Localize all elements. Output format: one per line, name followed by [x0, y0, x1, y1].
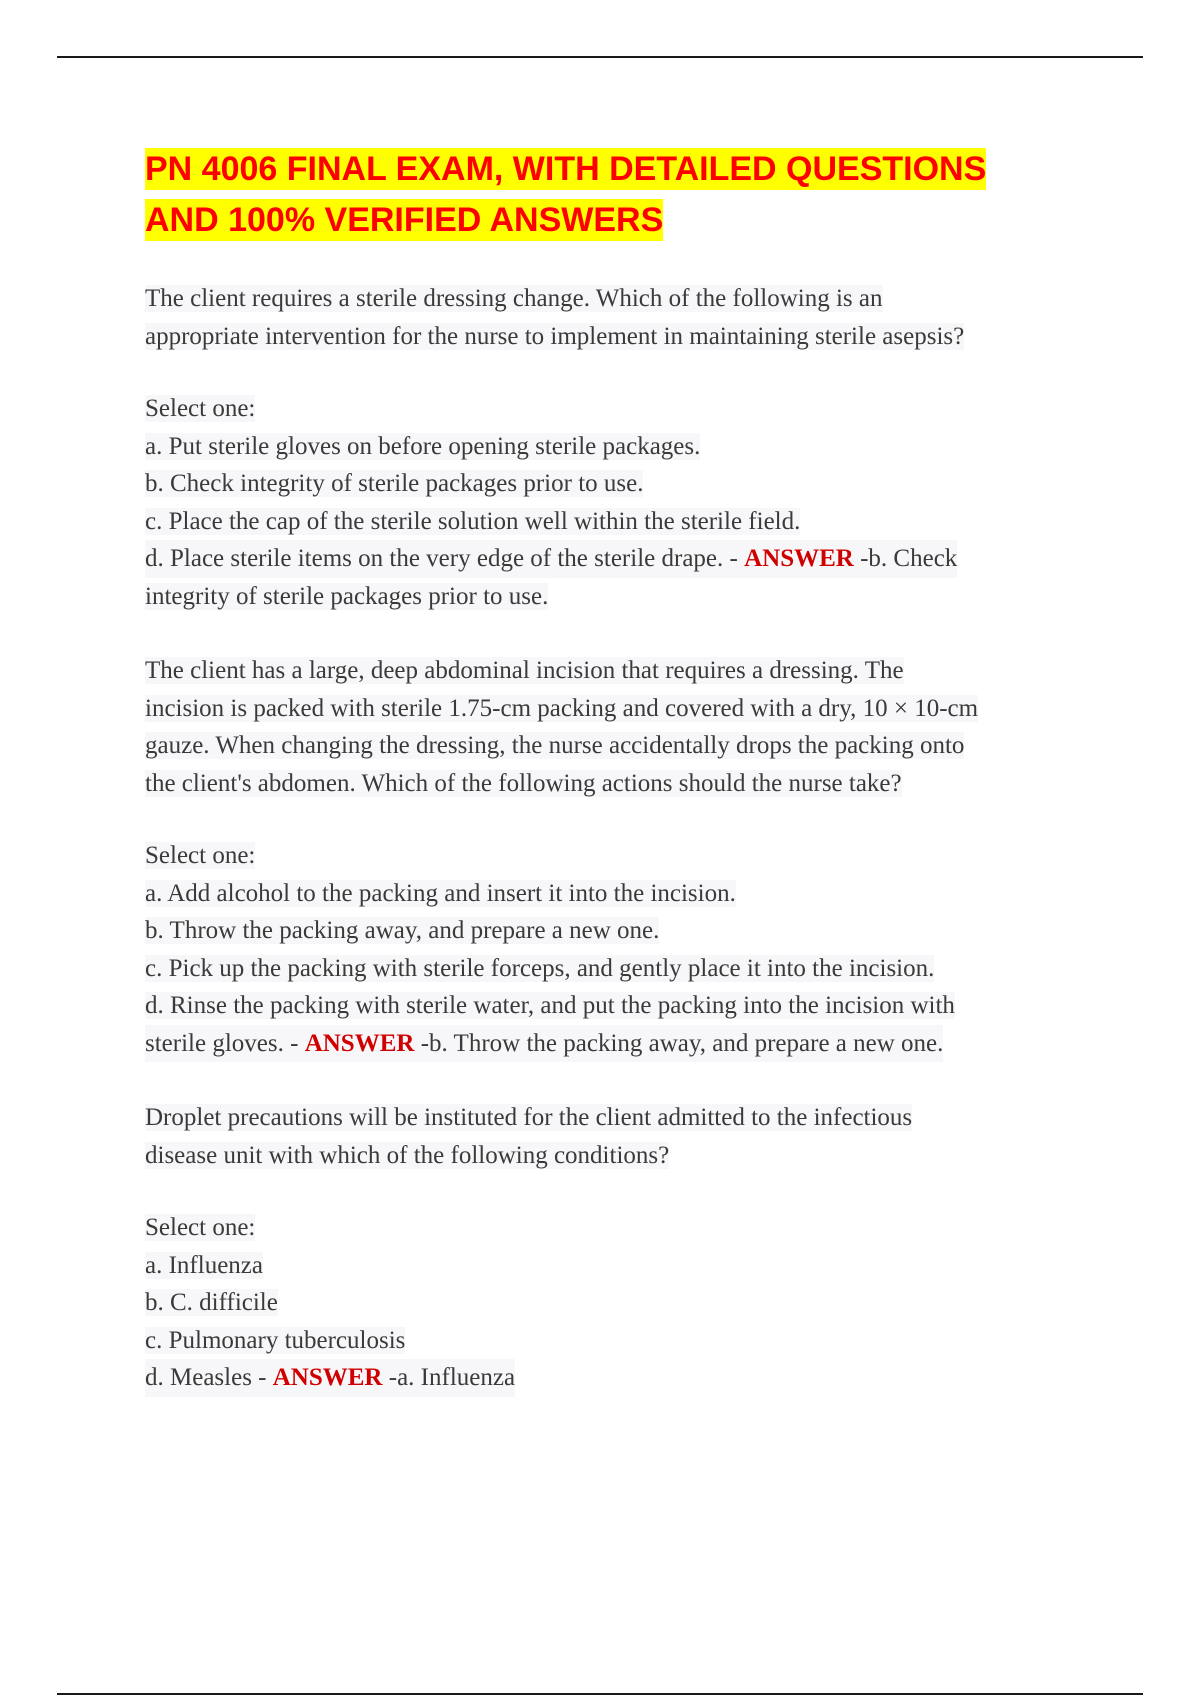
question-1 [145, 280, 1095, 615]
select-one-label: Select one: [145, 395, 256, 422]
answer-label: ANSWER [304, 1029, 415, 1057]
document-title [145, 144, 1095, 246]
option-b: b. Throw the packing away, and prepare a new one. [145, 917, 660, 944]
title-line-1: PN 4006 FINAL EXAM, WITH DETAILED QUESTIONS [145, 150, 987, 188]
option-c: c. Pulmonary tuberculosis [145, 1326, 406, 1354]
footer-rule [57, 1693, 1143, 1695]
option-d-continuation: sterile gloves. - [145, 1029, 305, 1057]
question-stem-line: the client's abdomen. Which of the following actions should the nurse take? [145, 769, 902, 797]
answer-continuation: integrity of sterile packages prior to use. [145, 582, 549, 610]
question-stem-line: The client requires a sterile dressing change. Which of the following is an [145, 285, 883, 312]
option-c: c. Pick up the packing with sterile forceps, and gently place it into the incision. [145, 954, 935, 982]
question-stem-line: disease unit with which of the following conditions? [145, 1141, 670, 1169]
title-line-2: AND 100% VERIFIED ANSWERS [145, 201, 664, 239]
answer-text: -a. Influenza [382, 1364, 516, 1391]
option-a: a. Add alcohol to the packing and insert it into the incision. [145, 879, 736, 907]
question-3 [145, 1099, 1095, 1397]
question-stem-line: Droplet precautions will be instituted for the client admitted to the infectious [145, 1104, 913, 1131]
answer-label: ANSWER [272, 1364, 383, 1391]
option-d: d. Place sterile items on the very edge of the sterile drape. - [145, 545, 745, 572]
option-b: b. Check integrity of sterile packages prior to use. [145, 470, 644, 497]
question-stem-line: The client has a large, deep abdominal incision that requires a dressing. The [145, 657, 904, 684]
select-one-label: Select one: [145, 842, 256, 869]
option-c: c. Place the cap of the sterile solution well within the sterile field. [145, 507, 801, 535]
question-stem-line: incision is packed with sterile 1.75-cm packing and covered with a dry, 10 × 10-cm [145, 694, 979, 722]
option-a: a. Put sterile gloves on before opening sterile packages. [145, 432, 701, 460]
option-a: a. Influenza [145, 1251, 263, 1279]
header-rule [57, 56, 1143, 58]
question-stem-line: appropriate intervention for the nurse to implement in maintaining sterile asepsis? [145, 322, 965, 350]
question-2 [145, 652, 1095, 1062]
option-d: d. Measles - [145, 1364, 273, 1391]
document-body [145, 144, 1095, 1397]
select-one-label: Select one: [145, 1214, 256, 1241]
option-d: d. Rinse the packing with sterile water, and put the packing into the incision with [145, 992, 955, 1019]
answer-label: ANSWER [744, 545, 854, 572]
question-stem-line: gauze. When changing the dressing, the nurse accidentally drops the packing onto [145, 732, 965, 759]
answer-text: -b. Throw the packing away, and prepare a new one. [414, 1029, 944, 1057]
option-b: b. C. difficile [145, 1289, 278, 1316]
answer-text: -b. Check [853, 545, 958, 572]
